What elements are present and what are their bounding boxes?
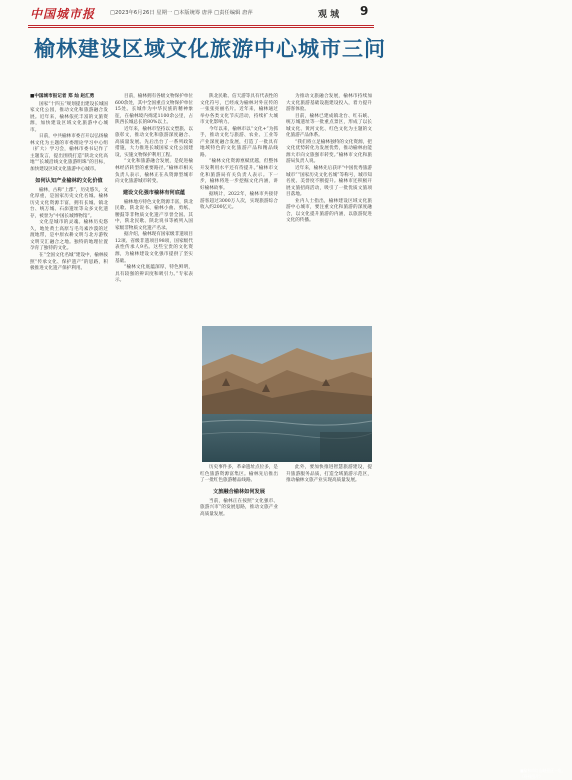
paragraph: 榆林地方特色文化资源丰富，陕北民歌、陕北说书、榆林小曲、剪纸、腰鼓等非物质文化遗产享誉全国。其中，陕北民歌、陕北说书等被列入国家级非物质文化遗产名录。 <box>115 200 193 233</box>
article-column-3-lower <box>200 465 278 518</box>
article-column-1 <box>30 94 108 273</box>
paragraph: 近年来，榆林市坚持以文塑旅、以旅彰文，推动文化和旅游深度融合、高质量发展。先后出台了一系列政策措施，大力推进长城国家文化公园建设，实施文物保护利用工程。 <box>115 127 193 160</box>
header-divider <box>28 25 374 26</box>
paragraph: 国家“十四五”规划提出建设长城国家文化公园，推动文化和旅游融合发展。近年来，榆林依托丰富的文旅资源，加快建设区域文化旅游中心城市。 <box>30 102 108 135</box>
paragraph: 当前，榆林正在按照“文化强市、旅游兴市”的发展思路，推动文旅产业高质量发展。 <box>200 499 278 519</box>
section-title: 观 城 <box>318 7 339 20</box>
subheading: 文旅融合榆林如何发展 <box>200 489 278 496</box>
paragraph: 据介绍，榆林现有国家级非遗项目12项、省级非遗项目98项，国家级代表性传承人9名。这些宝贵的文化资源，为榆林建设文化强市提供了坚实基础。 <box>115 232 193 265</box>
paragraph: 历史事件多，革命遗址点位多，是红色旅游资源富集区。榆林先后推出了一批红色旅游精品线路。 <box>200 465 278 485</box>
paragraph: 在“全国文化名城”建设中，榆林按照“传承文化、保护遗产”的思路，积极推进文化遗产保护利用。 <box>30 253 108 273</box>
paragraph: 文化是城市的灵魂。榆林历史悠久，地处黄土高原与毛乌素沙漠的过渡地带，是中原农耕文明与北方游牧文明交汇融合之地。独特的地理位置孕育了独特的文化。 <box>30 220 108 253</box>
paragraph: 目前，榆林已建成镇北台、红石峡、统万城遗址等一批重点景区，形成了以长城文化、黄河文化、红色文化为主题的文化旅游产品体系。 <box>286 114 372 140</box>
paragraph: “文化和旅游融合发展，是促进榆林经济转型的重要路径。”榆林市相关负责人表示，榆林正在从资源型城市向文化旅游城市转变。 <box>115 159 193 185</box>
article-column-2 <box>115 94 193 285</box>
canyon-landscape-image <box>202 326 372 462</box>
news-photo <box>202 326 372 462</box>
paragraph: 日前，中共榆林市委召开以弘扬榆林文化为主题的市委理论学习中心组（扩大）学习会，榆林市委书记作了主题发言，提出围绕打造“陕北文化高地”“长城沿线文化旅游明珠”的目标，加快建设区域文化旅游中心城市。 <box>30 134 108 173</box>
caption-source: （资料图片） <box>520 774 572 780</box>
masthead <box>0 0 400 26</box>
article-headline: 榆林建设区域文化旅游中心城市三问 <box>34 33 386 63</box>
paragraph: 榆林，古称“上郡”，历史悠久，文化厚重，是国家历史文化名城。榆林历史文化资源丰富，拥有长城、镇北台、统万城、石峁遗址等众多文化遗存，被誉为“中国长城博物馆”。 <box>30 188 108 221</box>
dateline: □2023年6月26日 星期一 □本版统筹 唐萍 □责任编辑 唐萍 <box>110 9 253 16</box>
article-column-3 <box>200 94 278 212</box>
paragraph: 今年以来，榆林市以“文化+”为抓手，推动文化与旅游、农业、工业等产业深度融合发展，打造了一批具有地域特色的文化旅游产品和精品线路。 <box>200 127 278 160</box>
paragraph: “榆林文化底蕴深厚，特色鲜明，具有较强的辨识度和吸引力。”专家表示。 <box>115 265 193 285</box>
article-byline: ■中国城市报记者 郑 灿 赵汇勇 <box>30 94 108 101</box>
page-number: 9 <box>360 4 368 18</box>
article-column-4 <box>286 94 372 225</box>
subheading: 如何认知产业榆林的文化价值 <box>30 178 108 185</box>
paragraph: 为推动文旅融合发展，榆林市持续加大文化旅游基础设施建设投入，着力提升游客体验。 <box>286 94 372 114</box>
paragraph: 据统计，2022年，榆林市共接待游客超过3000万人次，实现旅游综合收入约200亿元。 <box>200 192 278 212</box>
subheading: 建设文化强市榆林有何底蕴 <box>115 190 193 197</box>
paragraph: 业内人士指出，榆林建设区域文化旅游中心城市，要注重文化和旅游的深度融合，以文化提升旅游的内涵，以旅游促进文化的传播。 <box>286 199 372 225</box>
photo-caption <box>520 768 572 780</box>
paragraph: 陕北民歌、信天游等具有代表性的文化符号，已经成为榆林对外宣传的一张张亮丽名片。近年来，榆林通过举办各类文化节庆活动，持续扩大城市文化影响力。 <box>200 94 278 127</box>
paragraph: 目前，榆林拥有各级文物保护单位600余处，其中全国重点文物保护单位15处。长城作为中华民族的精神象征，在榆林境内绵延1100余公里，占陕西长城总长的80%以上。 <box>115 94 193 127</box>
paragraph: “榆林文化资源禀赋优越，但整体开发利用水平还有待提升。”榆林市文化和旅游局有关负责人表示。下一步，榆林将进一步挖掘文化内涵，讲好榆林故事。 <box>200 159 278 192</box>
paragraph: 此外，要加快推进智慧旅游建设，提升旅游服务品质，打造全域旅游示范区，推动榆林文旅产业实现高质量发展。 <box>286 465 372 485</box>
newspaper-logo: 中国城市报 <box>30 5 95 22</box>
article-column-4-lower <box>286 465 372 485</box>
paragraph: 近年来，榆林先后获评“中国优秀旅游城市”“国家历史文化名城”等称号，城市知名度、美誉度不断提升。榆林市还积极开展文旅招商活动，吸引了一批优质文旅项目落地。 <box>286 166 372 199</box>
caption-line: ■榆林市红山峡景区一角。 <box>520 768 572 774</box>
paragraph: “我们将立足榆林独特的文化资源，把文化优势转化为发展优势，推动榆林由能源大市向文旅强市转变。”榆林市文化和旅游局负责人说。 <box>286 140 372 166</box>
